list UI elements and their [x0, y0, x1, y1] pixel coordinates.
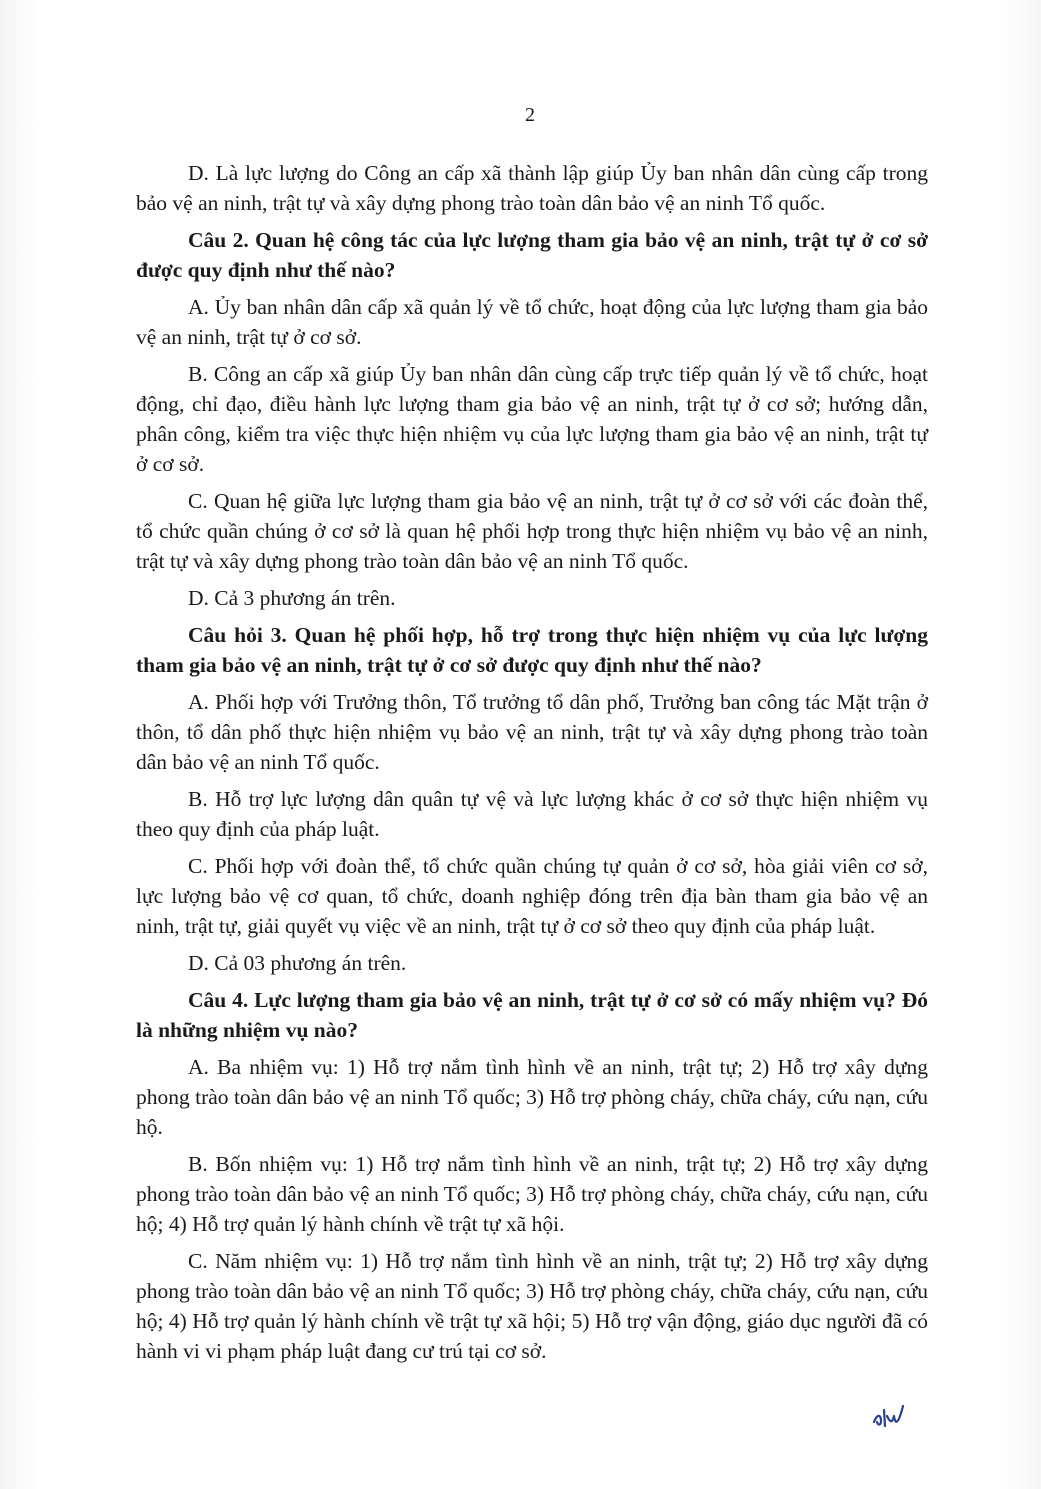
- question-heading: Câu 2. Quan hệ công tác của lực lượng tham gia bảo vệ an ninh, trật tự ở cơ sở được quy định như thế nào?: [136, 228, 928, 282]
- option-paragraph: A. Ủy ban nhân dân cấp xã quản lý về tổ chức, hoạt động của lực lượng tham gia bảo vệ an ninh, trật tự ở cơ sở.: [136, 295, 928, 349]
- handwritten-initials-icon: [872, 1402, 906, 1432]
- option-paragraph: D. Cả 3 phương án trên.: [188, 586, 396, 610]
- option-paragraph: B. Bốn nhiệm vụ: 1) Hỗ trợ nắm tình hình về an ninh, trật tự; 2) Hỗ trợ xây dựng phong trào toàn dân bảo vệ an ninh Tổ quốc; 3) Hỗ trợ phòng cháy, chữa cháy, cứu nạn, cứu hộ; 4) Hỗ trợ quản lý hành chính về trật tự xã hội.: [136, 1152, 928, 1236]
- option-paragraph: C. Năm nhiệm vụ: 1) Hỗ trợ nắm tình hình về an ninh, trật tự; 2) Hỗ trợ xây dựng phong trào toàn dân bảo vệ an ninh Tổ quốc; 3) Hỗ trợ phòng cháy, chữa cháy, cứu nạn, cứu hộ; 4) Hỗ trợ quản lý hành chính về trật tự xã hội; 5) Hỗ trợ vận động, giáo dục người đã có hành vi vi phạm pháp luật đang cư trú tại cơ sở.: [136, 1249, 928, 1363]
- option-paragraph: D. Là lực lượng do Công an cấp xã thành lập giúp Ủy ban nhân dân cùng cấp trong bảo vệ an ninh, trật tự và xây dựng phong trào toàn dân bảo vệ an ninh Tổ quốc.: [136, 161, 928, 215]
- question-heading: Câu 4. Lực lượng tham gia bảo vệ an ninh, trật tự ở cơ sở có mấy nhiệm vụ? Đó là những nhiệm vụ nào?: [136, 988, 928, 1042]
- option-paragraph: D. Cả 03 phương án trên.: [188, 951, 407, 975]
- option-paragraph: A. Ba nhiệm vụ: 1) Hỗ trợ nắm tình hình về an ninh, trật tự; 2) Hỗ trợ xây dựng phong trào toàn dân bảo vệ an ninh Tổ quốc; 3) Hỗ trợ phòng cháy, chữa cháy, cứu nạn, cứu hộ.: [136, 1055, 928, 1139]
- option-paragraph: B. Hỗ trợ lực lượng dân quân tự vệ và lực lượng khác ở cơ sở thực hiện nhiệm vụ theo quy định của pháp luật.: [136, 787, 928, 841]
- document-body: [136, 158, 928, 1373]
- option-paragraph: C. Phối hợp với đoàn thể, tổ chức quần chúng tự quản ở cơ sở, hòa giải viên cơ sở, lực lượng bảo vệ cơ quan, tổ chức, doanh nghiệp đóng trên địa bàn tham gia bảo vệ an ninh, trật tự, giải quyết vụ việc về an ninh, trật tự ở cơ sở theo quy định của pháp luật.: [136, 854, 928, 938]
- question-heading: Câu hỏi 3. Quan hệ phối hợp, hỗ trợ trong thực hiện nhiệm vụ của lực lượng tham gia bảo vệ an ninh, trật tự ở cơ sở được quy định như thế nào?: [136, 623, 928, 677]
- option-paragraph: A. Phối hợp với Trưởng thôn, Tổ trưởng tổ dân phố, Trưởng ban công tác Mặt trận ở thôn, tổ dân phố thực hiện nhiệm vụ bảo vệ an ninh, trật tự và xây dựng phong trào toàn dân bảo vệ an ninh Tổ quốc.: [136, 690, 928, 774]
- page-number: 2: [525, 104, 535, 126]
- option-paragraph: B. Công an cấp xã giúp Ủy ban nhân dân cùng cấp trực tiếp quản lý về tổ chức, hoạt động, chỉ đạo, điều hành lực lượng tham gia bảo vệ an ninh, trật tự ở cơ sở; hướng dẫn, phân công, kiểm tra việc thực hiện nhiệm vụ của lực lượng tham gia bảo vệ an ninh, trật tự ở cơ sở.: [136, 362, 928, 476]
- option-paragraph: C. Quan hệ giữa lực lượng tham gia bảo vệ an ninh, trật tự ở cơ sở với các đoàn thể, tổ chức quần chúng ở cơ sở là quan hệ phối hợp trong thực hiện nhiệm vụ bảo vệ an ninh, trật tự và xây dựng phong trào toàn dân bảo vệ an ninh Tổ quốc.: [136, 489, 928, 573]
